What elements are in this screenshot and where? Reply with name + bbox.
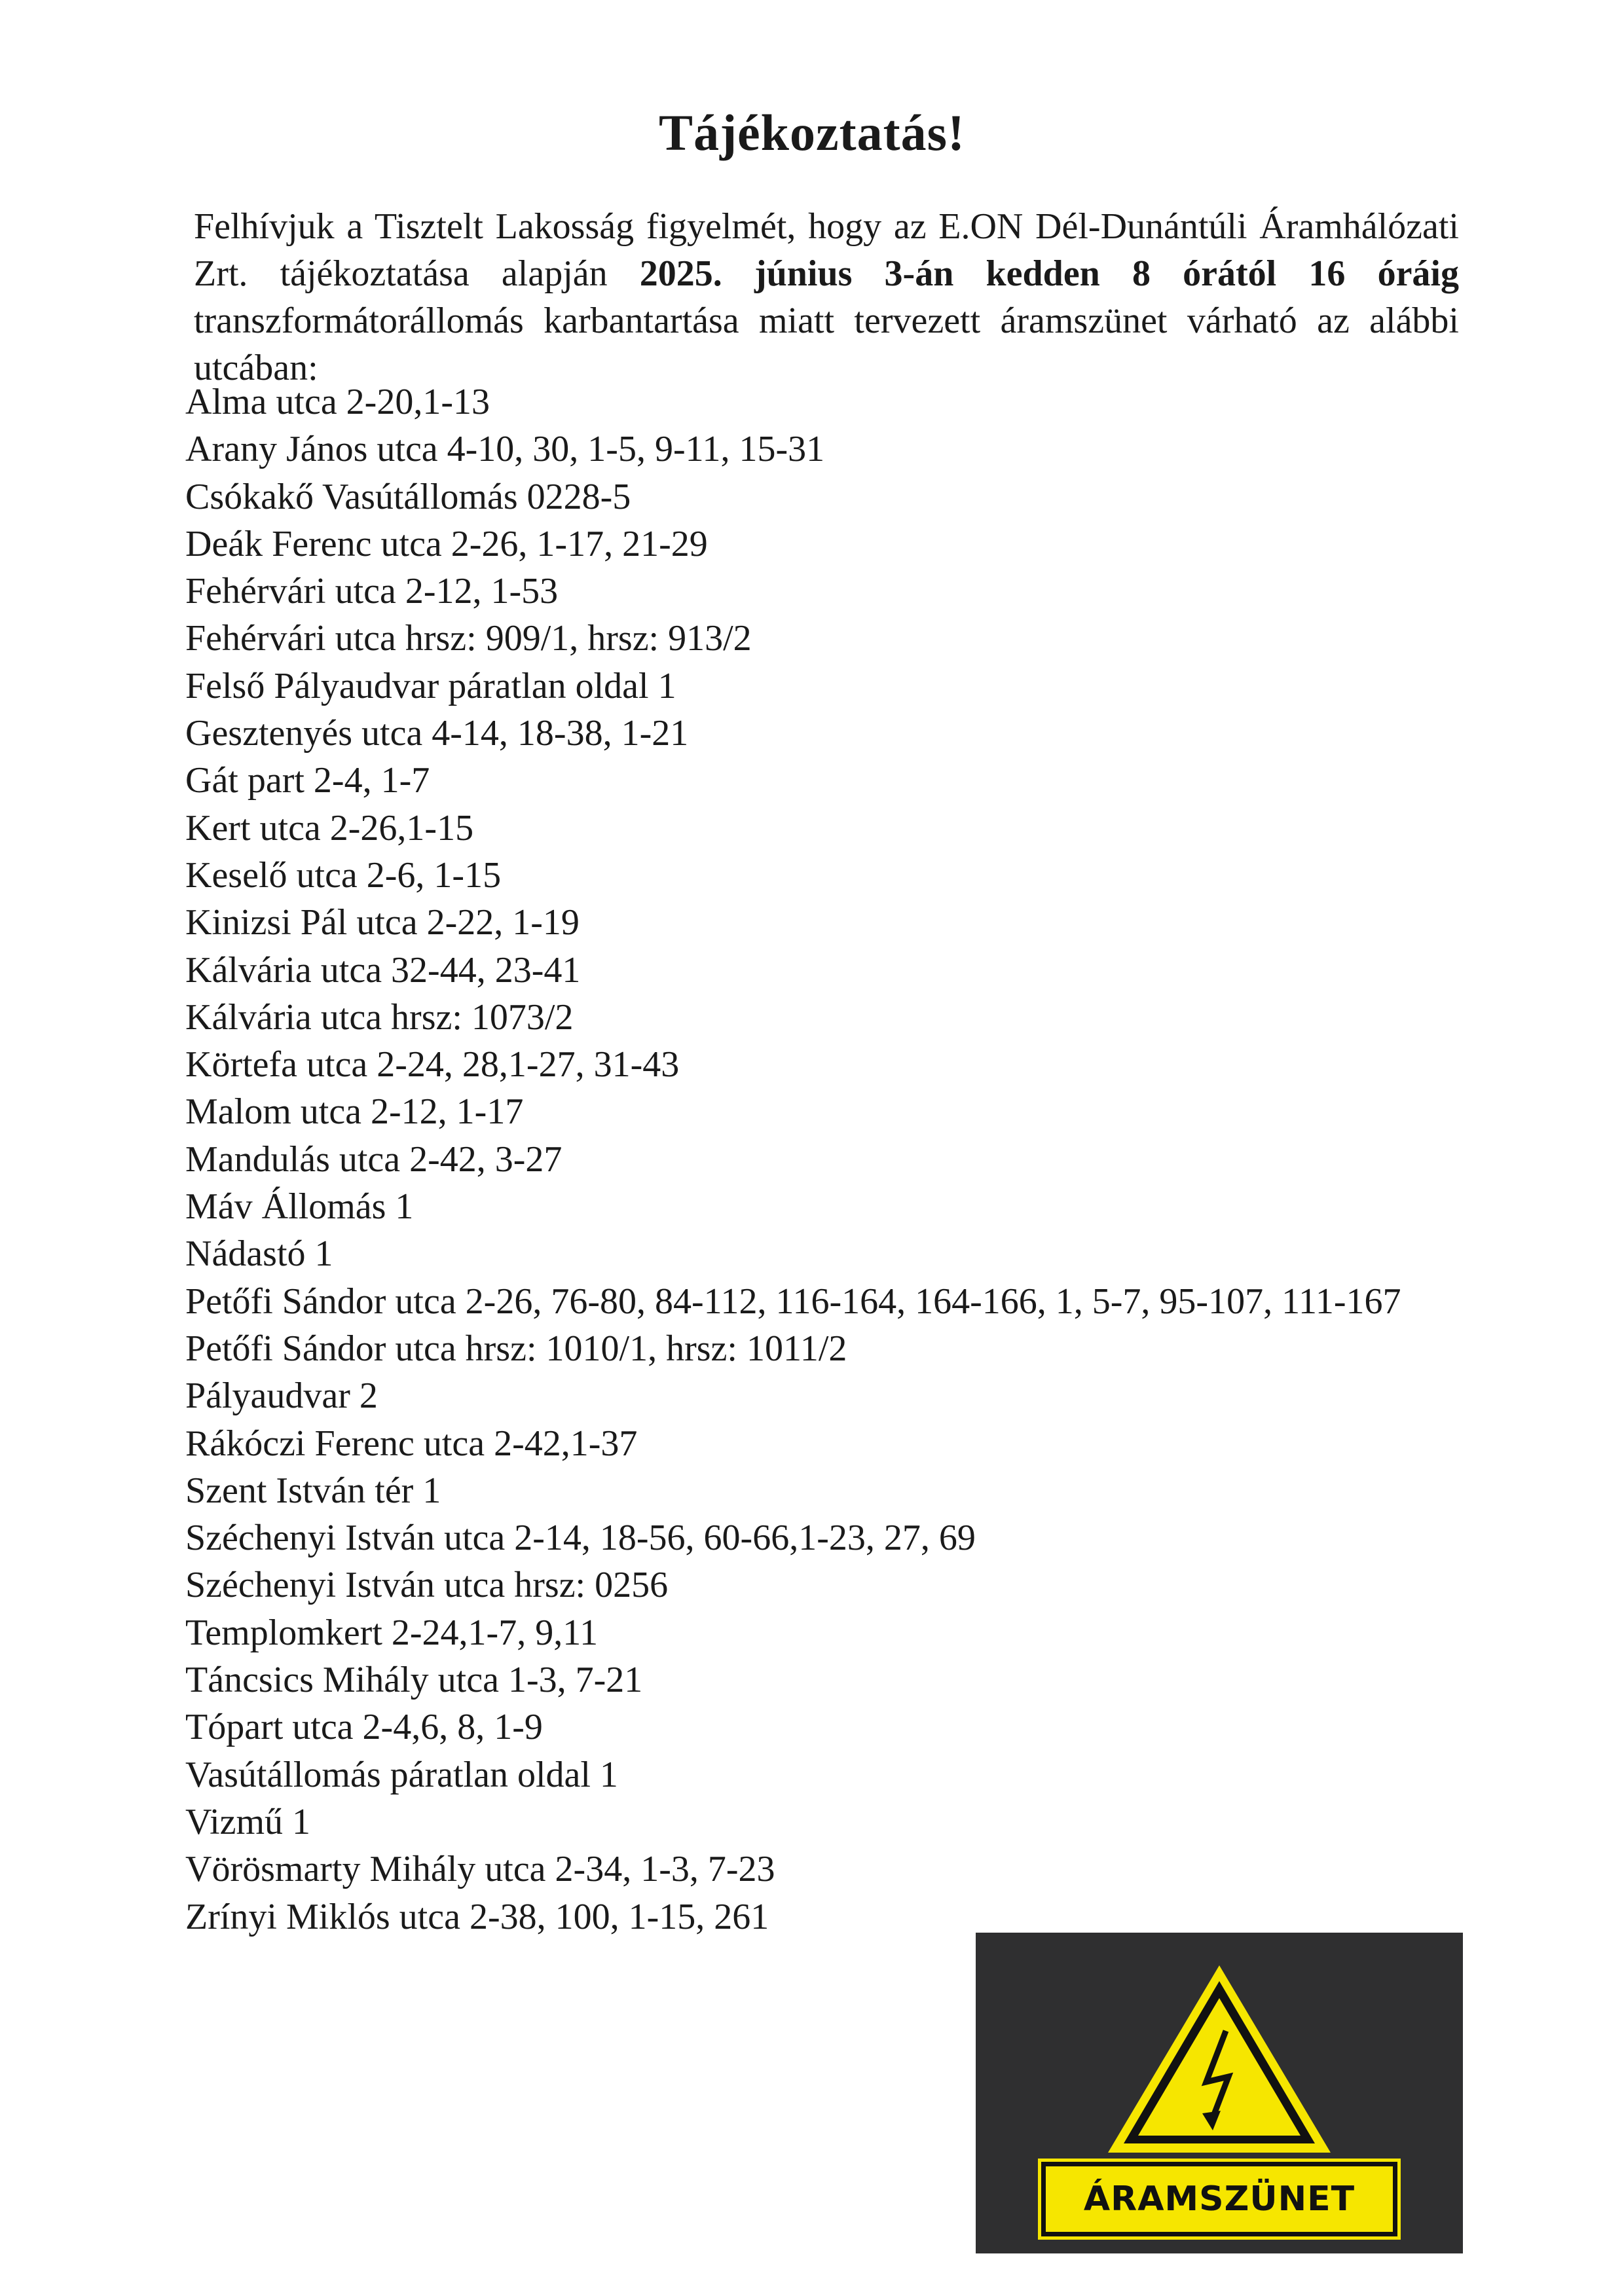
street-item: Gát part 2-4, 1-7 bbox=[185, 760, 430, 801]
street-item: Körtefa utca 2-24, 28,1-27, 31-43 bbox=[185, 1044, 680, 1085]
street-item: Nádastó 1 bbox=[185, 1233, 333, 1275]
street-item: Petőfi Sándor utca hrsz: 1010/1, hrsz: 1011/2 bbox=[185, 1328, 847, 1369]
street-item: Arany János utca 4-10, 30, 1-5, 9-11, 15-31 bbox=[185, 429, 825, 470]
street-item: Táncsics Mihály utca 1-3, 7-21 bbox=[185, 1660, 643, 1701]
street-item: Fehérvári utca hrsz: 909/1, hrsz: 913/2 bbox=[185, 618, 752, 659]
street-item: Vasútállomás páratlan oldal 1 bbox=[185, 1754, 618, 1795]
street-item: Mandulás utca 2-42, 3-27 bbox=[185, 1139, 563, 1180]
street-item: Alma utca 2-20,1-13 bbox=[185, 382, 490, 422]
street-item: Csókakő Vasútállomás 0228-5 bbox=[185, 476, 631, 517]
street-item: Kálvária utca hrsz: 1073/2 bbox=[185, 996, 574, 1038]
street-item: Templomkert 2-24,1-7, 9,11 bbox=[185, 1612, 599, 1653]
street-item: Kálvária utca 32-44, 23-41 bbox=[185, 949, 581, 991]
street-item: Pályaudvar 2 bbox=[185, 1376, 378, 1417]
street-item: Deák Ferenc utca 2-26, 1-17, 21-29 bbox=[185, 523, 708, 564]
street-item: Petőfi Sándor utca 2-26, 76-80, 84-112, 116-164, 164-166, 1, 5-7, 95-107, 111-167 bbox=[185, 1281, 1401, 1322]
intro-paragraph bbox=[194, 203, 1459, 392]
intro-text-end: transzformátorállomás karbantartása miatt tervezett áramszünet várható az alábbi utcában: bbox=[194, 301, 1459, 388]
street-item: Felső Pályaudvar páratlan oldal 1 bbox=[185, 665, 676, 706]
street-item: Zrínyi Miklós utca 2-38, 100, 1-15, 261 bbox=[185, 1896, 769, 1937]
street-item: Vörösmarty Mihály utca 2-34, 1-3, 7-23 bbox=[185, 1849, 775, 1890]
street-item: Kert utca 2-26,1-15 bbox=[185, 807, 474, 848]
street-item: Szent István tér 1 bbox=[185, 1470, 441, 1511]
street-item: Széchenyi István utca 2-14, 18-56, 60-66,1-23, 27, 69 bbox=[185, 1518, 976, 1559]
street-item: Vizmű 1 bbox=[185, 1801, 311, 1842]
street-item: Kinizsi Pál utca 2-22, 1-19 bbox=[185, 902, 580, 943]
street-item: Széchenyi István utca hrsz: 0256 bbox=[185, 1565, 669, 1606]
intro-text-start: Felhívjuk a Tisztelt Lakosság figyelmét, hogy az E.ON Dél-Dunántúli Áramhálózati Zrt. tájékoztatása alapján bbox=[194, 206, 1459, 294]
street-list bbox=[185, 378, 1560, 1941]
power-outage-warning-sign bbox=[976, 1933, 1463, 2253]
street-item: Keselő utca 2-6, 1-15 bbox=[185, 854, 502, 896]
warning-label: ÁRAMSZÜNET bbox=[1041, 2162, 1397, 2236]
street-item: Fehérvári utca 2-12, 1-53 bbox=[185, 571, 559, 612]
street-item: Máv Állomás 1 bbox=[185, 1186, 414, 1228]
street-item: Malom utca 2-12, 1-17 bbox=[185, 1091, 524, 1133]
street-item: Rákóczi Ferenc utca 2-42,1-37 bbox=[185, 1423, 638, 1464]
street-item: Gesztenyés utca 4-14, 18-38, 1-21 bbox=[185, 713, 689, 754]
intro-date-time: 2025. június 3-án kedden 8 órától 16 óráig bbox=[639, 253, 1459, 294]
street-item: Tópart utca 2-4,6, 8, 1-9 bbox=[185, 1707, 543, 1748]
page-title: Tájékoztatás! bbox=[659, 104, 965, 162]
